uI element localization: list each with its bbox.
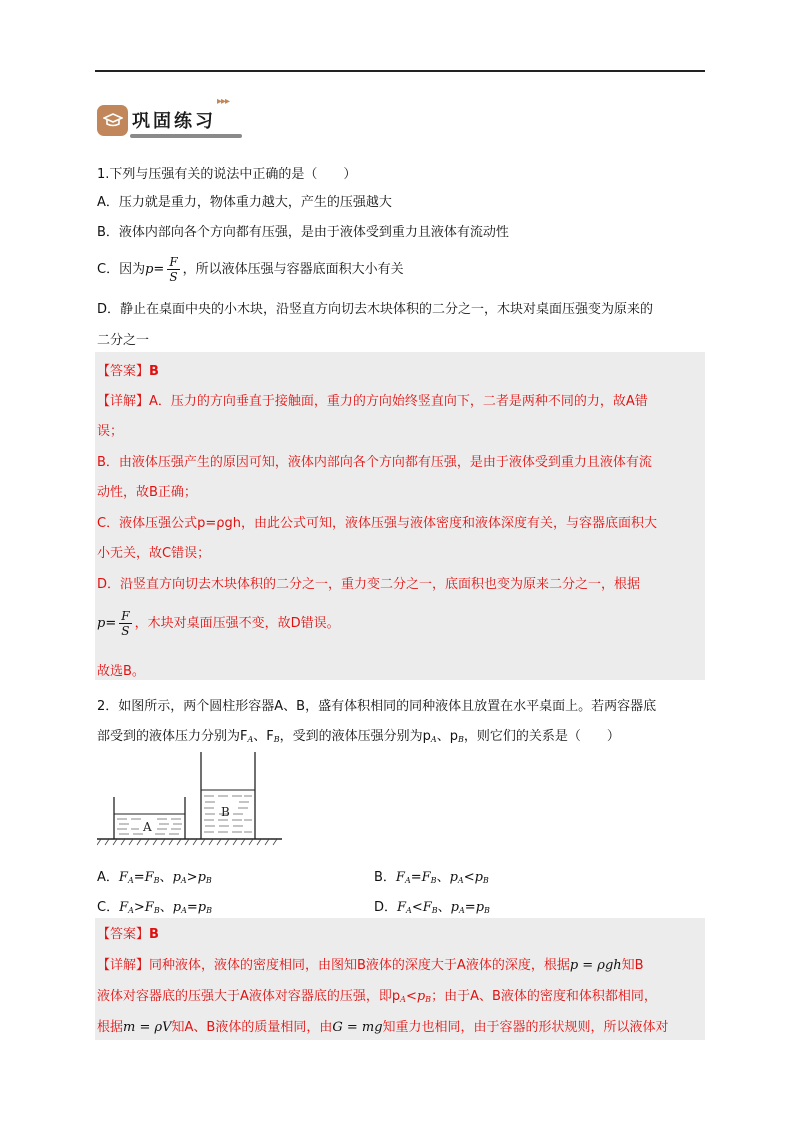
- formula-p: p: [97, 616, 106, 631]
- subscript: B: [425, 995, 432, 1004]
- subscript: B: [273, 735, 280, 744]
- subscript: A: [247, 735, 254, 744]
- q2-stem-text: ，则它们的关系是（ ）: [463, 729, 620, 744]
- containers-figure: [97, 752, 287, 847]
- subscript: B: [484, 906, 490, 915]
- answer-label: 【答案】: [97, 364, 150, 379]
- formula-weight: G = mg: [332, 1020, 383, 1035]
- relation: =: [464, 900, 476, 915]
- subscript: A: [404, 876, 411, 885]
- relation: >: [186, 870, 198, 885]
- option-letter: A．: [97, 870, 119, 885]
- relation: =: [133, 870, 145, 885]
- subscript: B: [153, 906, 160, 915]
- formula-eq: =: [153, 262, 165, 277]
- detail-text: A．压力的方向垂直于接触面，重力的方向始终竖直向下，二者是两种不同的力，故A错: [149, 394, 648, 409]
- q2-detail-line1: [97, 954, 644, 973]
- relation: =: [186, 900, 198, 915]
- q2-stem-text: 、F: [253, 729, 274, 744]
- relation: <: [411, 900, 423, 915]
- q2-option-b: B．$F_A=F_B$、$p_A<p_B$: [374, 870, 489, 885]
- detail-label: 【详解】: [97, 958, 150, 973]
- q2-option-d: D．$F_A<F_B$、$p_A=p_B$: [374, 900, 490, 915]
- detail-label: 【详解】: [97, 394, 150, 409]
- q1-detail-formula-line: [97, 610, 340, 637]
- q1-detail-line: B．由液体压强产生的原因可知，液体内部向各个方向都有压强，是由于液体受到重力且液体有流: [97, 455, 652, 470]
- graduation-cap-icon: [97, 105, 128, 136]
- option-letter: C．: [97, 900, 120, 915]
- option-text: F: [395, 870, 405, 885]
- detail-text: 知B: [621, 958, 644, 973]
- q2-stem-text: 、p: [436, 729, 458, 744]
- formula-num: F: [121, 609, 130, 623]
- container-a-label: A: [143, 820, 152, 834]
- formula-mass: m = ρV: [123, 1020, 172, 1035]
- q1-detail-line: [97, 390, 648, 409]
- subscript: A: [180, 876, 187, 885]
- q1-option-a: A．压力就是重力，物体重力越大，产生的压强越大: [97, 195, 392, 210]
- detail-text: 根据: [97, 1020, 124, 1035]
- relation: <: [463, 870, 475, 885]
- subscript: B: [482, 876, 489, 885]
- subscript: A: [457, 876, 464, 885]
- relation: >: [133, 900, 145, 915]
- top-rule: [95, 70, 705, 72]
- section-header: [97, 96, 247, 139]
- option-letter: D．: [374, 900, 398, 915]
- container-b-label: B: [221, 805, 230, 819]
- q1-detail-line: 动性，故B正确；: [97, 485, 197, 500]
- detail-text: 液体对容器底的压强大于A液体对容器底的压强，即p: [97, 989, 401, 1004]
- subscript: A: [128, 906, 134, 915]
- subscript: A: [181, 906, 187, 915]
- q2-option-c: C．$F_A>F_B$、$p_A=p_B$: [97, 900, 212, 915]
- q1-conclusion: 故选B。: [97, 664, 145, 679]
- subscript: A: [127, 876, 134, 885]
- section-underline: [130, 134, 242, 138]
- subscript: A: [459, 906, 465, 915]
- detail-text: ；由于A、B液体的密度和体积都相同，: [431, 989, 657, 1004]
- subscript: B: [457, 735, 464, 744]
- formula-fraction: [167, 256, 179, 283]
- q2-stem-line2: [97, 725, 620, 744]
- q2-detail-line2: 液体对容器底的压强大于A液体对容器底的压强，即$p_A<p_B$；由于A、B液体的密度和体积都相同，: [97, 989, 657, 1004]
- detail-text: 同种液体，液体的密度相同，由图知B液体的深度大于A液体的深度，根据: [149, 958, 570, 973]
- q1-detail-line: 误；: [97, 424, 124, 439]
- option-letter: B．: [374, 870, 396, 885]
- relation: =: [410, 870, 422, 885]
- option-text: F: [397, 900, 407, 915]
- q2-option-a: A．$F_A=F_B$、$p_A>p_B$: [97, 870, 212, 885]
- q2-detail-line3: [97, 1016, 669, 1035]
- q2-answer: [97, 923, 159, 942]
- answer-value: B: [149, 927, 159, 942]
- option-text: F: [118, 870, 128, 885]
- q1-option-c-prefix: C．因为: [97, 262, 146, 277]
- q1-option-d-line1: D．静止在桌面中央的小木块，沿竖直方向切去木块体积的二分之一，木块对桌面压强变为原来的: [97, 302, 654, 317]
- subscript: A: [430, 735, 437, 744]
- subscript: B: [431, 906, 438, 915]
- subscript: B: [430, 876, 437, 885]
- q2-stem-text: ，受到的液体压强分别为p: [279, 729, 431, 744]
- q1-answer: [97, 360, 159, 379]
- q1-option-d-line2: 二分之一: [97, 333, 150, 348]
- option-text: F: [119, 900, 129, 915]
- q1-option-b: B．液体内部向各个方向都有压强，是由于液体受到重力且液体有流动性: [97, 225, 509, 240]
- q1-option-c: [97, 256, 404, 283]
- answer-value: B: [149, 364, 159, 379]
- q1-option-c-suffix: ，所以液体压强与容器底面积大小有关: [182, 262, 404, 277]
- arrow-decoration-icon: ▸▸▸: [217, 96, 230, 107]
- subscript: A: [400, 995, 406, 1004]
- subscript: B: [206, 906, 212, 915]
- q2-stem-text: 部受到的液体压力分别为F: [97, 729, 248, 744]
- container-b: [201, 752, 255, 839]
- section-title: 巩固练习: [132, 111, 216, 132]
- container-a: [114, 797, 185, 839]
- formula-den: S: [121, 624, 130, 638]
- q1-detail-line: D．沿竖直方向切去木块体积的二分之一，重力变二分之一，底面积也变为原来二分之一，根据: [97, 577, 641, 592]
- answer-label: 【答案】: [97, 927, 150, 942]
- detail-text: 知重力也相同，由于容器的形状规则，所以液体对: [382, 1020, 669, 1035]
- formula-p: p: [145, 262, 154, 277]
- subscript: B: [205, 876, 212, 885]
- formula-den: S: [169, 270, 178, 284]
- q1-detail-line: 小无关，故C错误；: [97, 546, 211, 561]
- formula-eq: =: [105, 616, 117, 631]
- formula-num: F: [169, 255, 178, 269]
- subscript: B: [153, 876, 160, 885]
- detail-text: 知A、B液体的质量相同，由: [171, 1020, 333, 1035]
- formula-pressure: p = ρgh: [569, 958, 622, 973]
- formula-fraction: [119, 610, 131, 637]
- q1-stem: 1.下列与压强有关的说法中正确的是（ ）: [97, 167, 357, 182]
- q2-stem-line1: 2．如图所示，两个圆柱形容器A、B，盛有体积相同的同种液体且放置在水平桌面上。若两容器底: [97, 699, 657, 714]
- q1-detail-line: C．液体压强公式p=ρgh，由此公式可知，液体压强与液体密度和液体深度有关，与容器底面积大: [97, 516, 657, 531]
- detail-tail: ，木块对桌面压强不变，故D错误。: [134, 616, 340, 631]
- subscript: A: [406, 906, 412, 915]
